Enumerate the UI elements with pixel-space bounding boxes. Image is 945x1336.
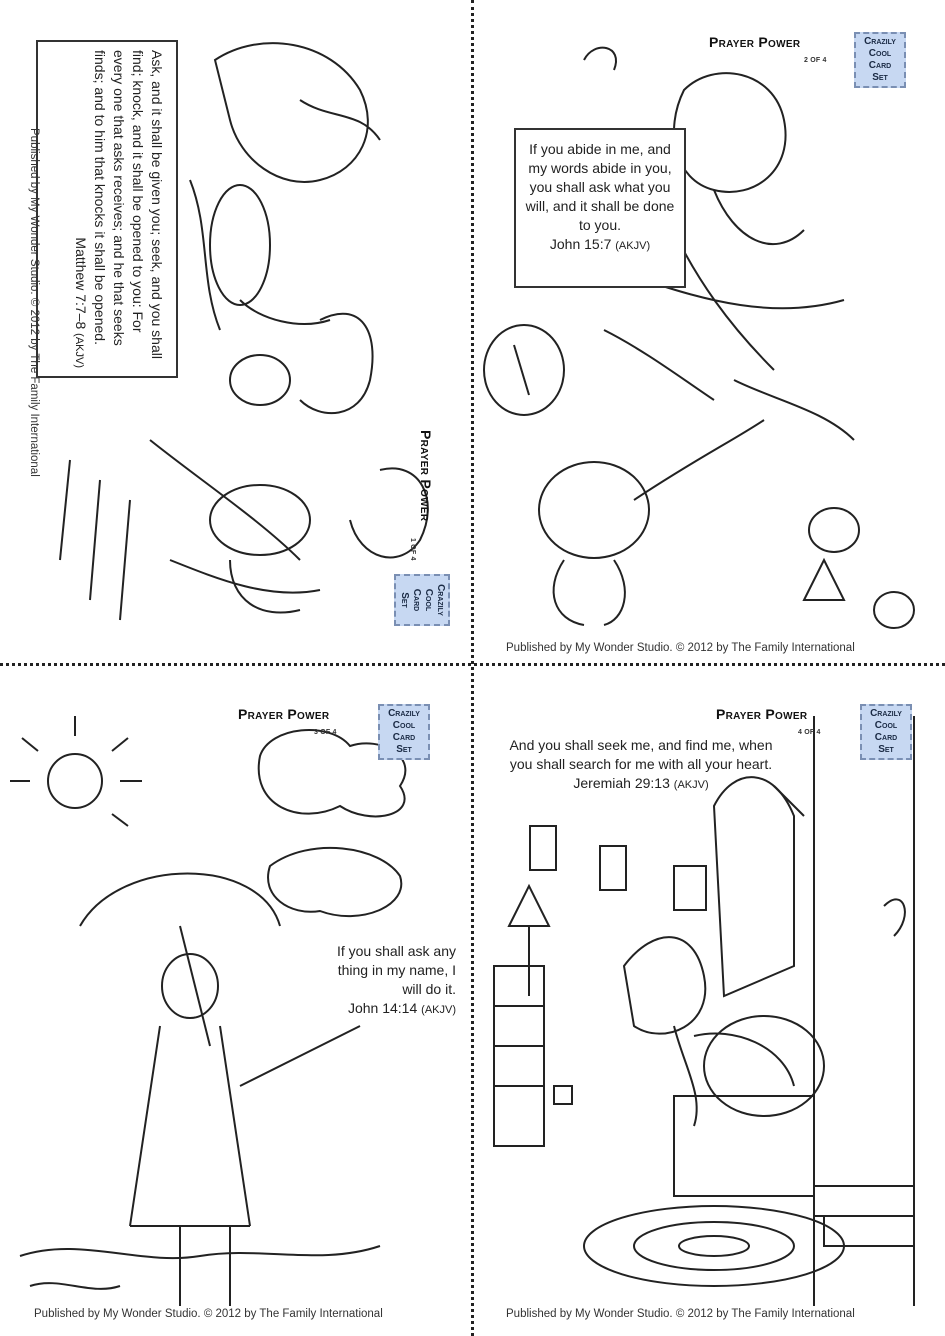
- stamp-word-1: Crazily: [870, 708, 902, 719]
- card-2-publisher: Published by My Wonder Studio. © 2012 by The Family International: [506, 642, 855, 654]
- card-3-publisher: Published by My Wonder Studio. © 2012 by The Family International: [34, 1308, 383, 1320]
- stamp-word-3: Card: [411, 588, 422, 612]
- card-4-title: Prayer Power: [716, 706, 808, 722]
- card-4-publisher: Published by My Wonder Studio. © 2012 by The Family International: [506, 1308, 855, 1320]
- stamp-word-1: Crazily: [864, 36, 896, 47]
- stamp-word-4: Set: [399, 592, 410, 608]
- card-3-number: 3 OF 4: [314, 729, 337, 736]
- card-3: [0, 666, 470, 1336]
- card-4-version: (AKJV): [673, 779, 709, 791]
- card-1-verse: Ask, and it shall be given you; seek, and you shall find; knock, and it shall be opened to you: For every one that asks receives; and he that seeks finds; and to him that knocks it shall be opened.: [92, 50, 165, 359]
- stamp-word-3: Card: [392, 732, 416, 743]
- stamp-word-2: Cool: [874, 720, 898, 731]
- card-1-verse-box: [36, 40, 178, 378]
- stamp-word-4: Set: [872, 72, 888, 83]
- stamp-word-1: Crazily: [388, 708, 420, 719]
- card-4-reference: Jeremiah 29:13: [573, 775, 670, 791]
- card-2-reference: John 15:7: [549, 236, 612, 252]
- stamp-word-1: Crazily: [435, 584, 446, 616]
- card-2-title: Prayer Power: [709, 34, 801, 50]
- card-4: [474, 666, 945, 1336]
- stamp-word-3: Card: [868, 60, 892, 71]
- stamp-word-2: Cool: [868, 48, 892, 59]
- card-1-version: (AKJV): [73, 333, 85, 368]
- genie-baby-illustration: [474, 0, 945, 662]
- card-4-stamp: [860, 704, 912, 760]
- card-3-version: (AKJV): [421, 1004, 456, 1016]
- card-3-reference: John 14:14: [347, 1000, 418, 1016]
- card-2-verse: If you abide in me, and my words abide in you, you shall ask what you will, and it shall be done to you.: [525, 141, 675, 233]
- card-2-number: 2 OF 4: [804, 57, 827, 64]
- card-4-verse: And you shall seek me, and find me, when you shall search for me with all your heart.: [509, 737, 773, 772]
- card-2-version: (AKJV): [615, 240, 651, 252]
- card-1-number: 1 OF 4: [409, 538, 416, 561]
- card-1-stamp: [394, 574, 450, 626]
- card-1-publisher: Published by My Wonder Studio. © 2012 by The Family International: [28, 128, 40, 477]
- stamp-word-4: Set: [878, 744, 894, 755]
- card-3-verse: If you shall ask any thing in my name, I will do it.: [336, 943, 456, 997]
- card-1-title: Prayer Power: [418, 430, 434, 522]
- card-3-stamp: [378, 704, 430, 760]
- card-3-title: Prayer Power: [238, 706, 330, 722]
- card-4-verse-block: [506, 736, 776, 795]
- card-2-stamp: [854, 32, 906, 88]
- card-2-verse-box: [514, 128, 686, 288]
- stamp-word-3: Card: [874, 732, 898, 743]
- card-1-reference: Matthew 7:7–8: [73, 237, 89, 330]
- card-4-number: 4 OF 4: [798, 729, 821, 736]
- stamp-word-4: Set: [396, 744, 412, 755]
- card-3-verse-block: [326, 942, 456, 1020]
- stamp-word-2: Cool: [423, 588, 434, 612]
- card-2: [474, 0, 945, 662]
- card-1: [0, 0, 470, 662]
- stamp-word-2: Cool: [392, 720, 416, 731]
